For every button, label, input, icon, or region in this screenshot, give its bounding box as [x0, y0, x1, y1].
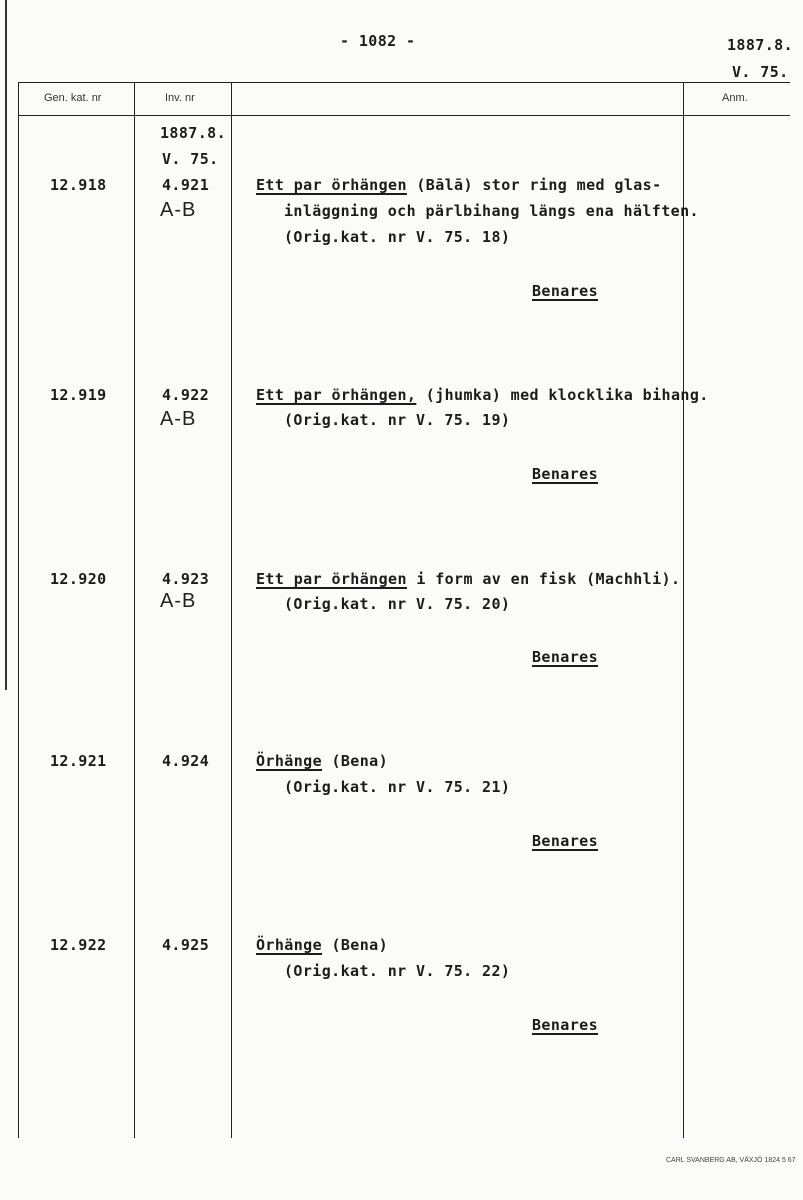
entry-description-rest: (Bālā) stor ring med glas-: [406, 176, 662, 194]
entry-title: Örhänge: [256, 936, 323, 954]
column-rule-1: [134, 82, 135, 1138]
orig-kat-ref: (Orig.kat. nr V. 75. 22): [284, 962, 511, 980]
column-rule-2: [231, 82, 232, 1138]
gen-kat-nr: 12.919: [50, 386, 107, 404]
inv-handwritten-note: A-B: [160, 408, 197, 430]
collection-ref-line1: 1887.8.: [160, 124, 227, 142]
column-rule-3: [683, 82, 684, 1138]
catalog-ref-sub: V. 75.: [732, 63, 789, 81]
entry-description-line1: [256, 936, 388, 954]
entry-title: Örhänge: [256, 752, 323, 770]
inv-nr: 4.925: [162, 936, 210, 954]
entry-description-rest: i form av en fisk (Machhli).: [406, 570, 681, 588]
orig-kat-ref: (Orig.kat. nr V. 75. 20): [284, 595, 511, 613]
place-of-origin: Benares: [532, 282, 599, 300]
orig-kat-ref: (Orig.kat. nr V. 75. 21): [284, 778, 511, 796]
place-of-origin: Benares: [532, 1016, 599, 1034]
inv-handwritten-note: A-B: [160, 590, 197, 612]
entry-description-line1: [256, 176, 662, 194]
inv-nr: 4.922: [162, 386, 210, 404]
left-margin-rule: [5, 0, 7, 690]
entry-description-line1: [256, 570, 680, 588]
gen-kat-nr: 12.921: [50, 752, 107, 770]
entry-description-line2: inläggning och pärlbihang längs ena hälften.: [284, 202, 699, 220]
catalog-ref-top: 1887.8.: [727, 36, 794, 54]
orig-kat-ref: (Orig.kat. nr V. 75. 19): [284, 411, 511, 429]
entry-description-rest: (Bena): [322, 936, 389, 954]
left-table-rule: [18, 82, 19, 1138]
gen-kat-nr: 12.918: [50, 176, 107, 194]
entry-description-line1: [256, 752, 388, 770]
gen-kat-nr: 12.922: [50, 936, 107, 954]
printer-imprint: CARL SVANBERG AB, VÄXJÖ 1824 5 67: [666, 1157, 796, 1164]
collection-ref-line2: V. 75.: [162, 150, 219, 168]
inv-nr: 4.921: [162, 176, 210, 194]
entry-description-rest: (jhumka) med klocklika bihang.: [416, 386, 709, 404]
entry-title: Ett par örhängen,: [256, 386, 417, 404]
header-anm: Anm.: [722, 92, 748, 104]
entry-title: Ett par örhängen: [256, 176, 407, 194]
entry-description-line1: [256, 386, 709, 404]
page-number: - 1082 -: [340, 32, 416, 50]
entry-description-rest: (Bena): [322, 752, 389, 770]
inv-nr: 4.924: [162, 752, 210, 770]
place-of-origin: Benares: [532, 465, 599, 483]
orig-kat-ref: (Orig.kat. nr V. 75. 18): [284, 228, 511, 246]
header-inv-nr: Inv. nr: [165, 92, 195, 104]
place-of-origin: Benares: [532, 648, 599, 666]
entry-title: Ett par örhängen: [256, 570, 407, 588]
place-of-origin: Benares: [532, 832, 599, 850]
header-gen-kat-nr: Gen. kat. nr: [44, 92, 102, 104]
gen-kat-nr: 12.920: [50, 570, 107, 588]
inv-nr: 4.923: [162, 570, 210, 588]
inv-handwritten-note: A-B: [160, 199, 197, 221]
